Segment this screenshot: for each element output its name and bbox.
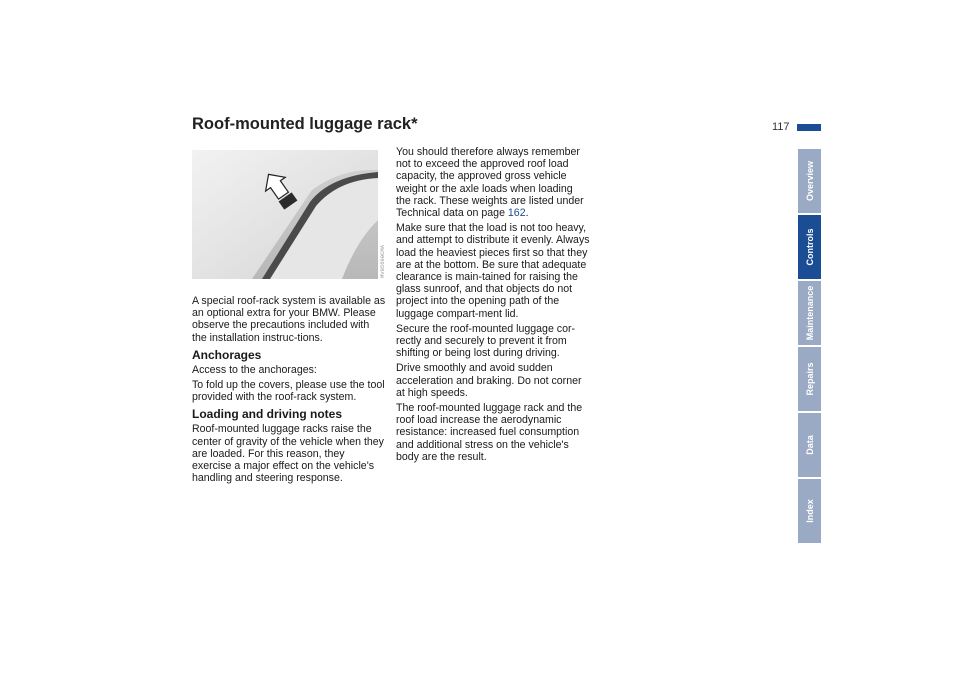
tab-index[interactable] bbox=[798, 479, 821, 543]
tab-index-label: Index bbox=[804, 499, 815, 523]
secure-load-paragraph: Secure the roof-mounted luggage cor-rectly and securely to prevent it from shifting or being lost during driving. bbox=[396, 322, 576, 360]
left-column bbox=[192, 295, 386, 487]
page-number: 117 bbox=[772, 121, 790, 133]
technical-data-page-link[interactable]: 162 bbox=[507, 207, 526, 220]
page-title: Roof-mounted luggage rack* bbox=[192, 115, 418, 133]
tab-controls[interactable] bbox=[798, 215, 821, 279]
roof-rack-illustration bbox=[192, 150, 378, 279]
anchorages-paragraph-2: To fold up the covers, please use the tool provided with the roof-rack system. bbox=[192, 379, 385, 404]
tab-data-label: Data bbox=[804, 435, 815, 455]
loading-paragraph-1: Roof-mounted luggage racks raise the center of gravity of the vehicle when they are loaded. For this reason, they exercise a major effect on the vehicle's handling and steering response. bbox=[192, 423, 384, 485]
tab-overview[interactable] bbox=[798, 149, 821, 213]
anchorages-heading: Anchorages bbox=[192, 347, 262, 362]
section-tabs bbox=[798, 149, 821, 545]
load-distribution-paragraph: Make sure that the load is not too heavy, and attempt to distribute it evenly. Always load the heaviest pieces first so that they are at the bottom. Be sure that adequate clearance is main-tained for raising the glass sunroof, and that objects do not project into the opening path of the luggage compart-ment lid. bbox=[396, 222, 590, 320]
load-capacity-paragraph bbox=[396, 146, 590, 219]
load-capacity-end: . bbox=[525, 207, 529, 220]
tab-repairs-label: Repairs bbox=[804, 362, 815, 396]
tab-maintenance-label: Maintenance bbox=[804, 285, 815, 341]
figure-code: MV05690CMA bbox=[379, 244, 386, 278]
load-capacity-text: You should therefore always remember not to exceed the approved roof load capacity, the approved gross vehicle weight or the axle loads when loading the rack. These weights are listed under Technical data on page bbox=[396, 146, 584, 220]
tab-maintenance[interactable] bbox=[798, 281, 821, 345]
tab-controls-label: Controls bbox=[804, 228, 815, 266]
tab-data[interactable] bbox=[798, 413, 821, 477]
anchorages-paragraph-1: Access to the anchorages: bbox=[192, 363, 317, 376]
right-column bbox=[396, 146, 590, 466]
tab-repairs[interactable] bbox=[798, 347, 821, 411]
intro-paragraph: A special roof-rack system is available as an optional extra for your BMW. Please observe the precautions included with the installation instruc-tions. bbox=[192, 295, 386, 344]
tab-overview-label: Overview bbox=[804, 160, 815, 202]
aerodynamic-paragraph: The roof-mounted luggage rack and the roof load increase the aerodynamic resistance: increased fuel consumption and additional stress on the vehicle's body are the result. bbox=[396, 402, 583, 463]
roof-rack-drawing bbox=[192, 150, 378, 279]
loading-heading: Loading and driving notes bbox=[192, 407, 342, 422]
drive-smoothly-paragraph: Drive smoothly and avoid sudden acceleration and braking. Do not corner at high speeds. bbox=[396, 362, 582, 399]
page-number-bar bbox=[797, 124, 821, 131]
